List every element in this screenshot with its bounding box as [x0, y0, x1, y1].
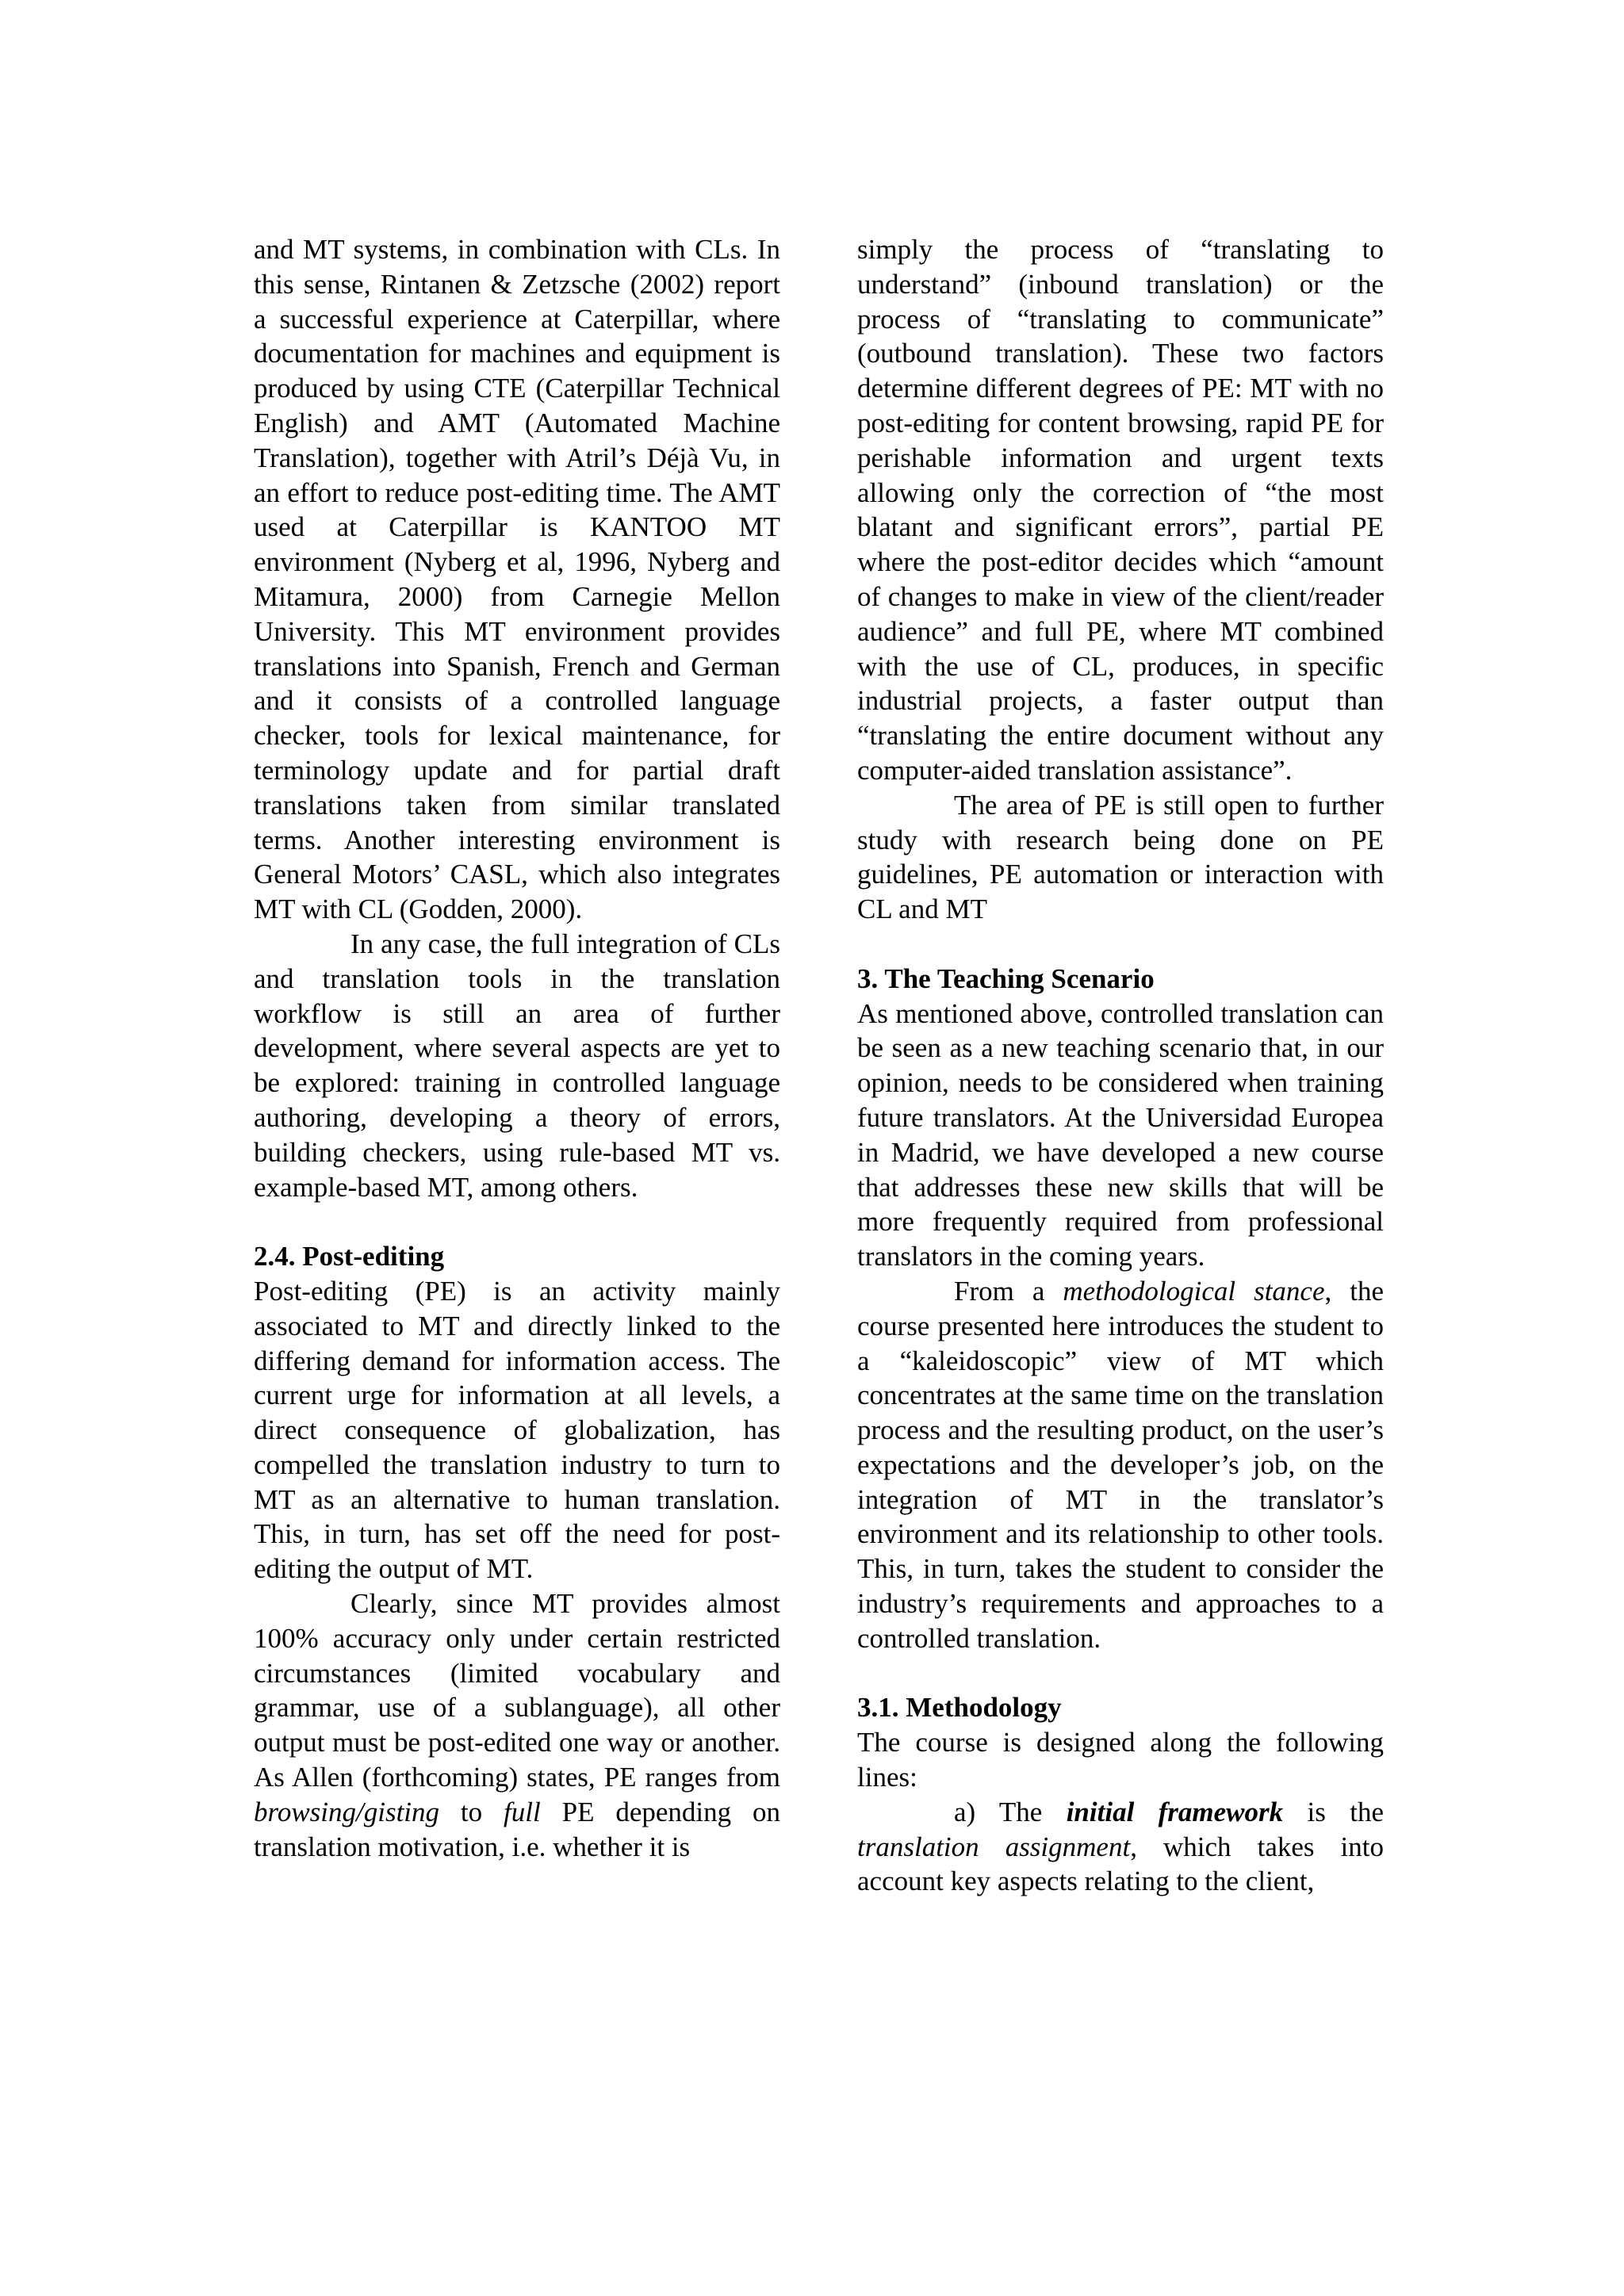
text-run: Clearly, since MT provides almost 100% accuracy only under certain restricted circumstances (limited vocabulary and grammar, use of a sublanguage), all other output must be post-edited one way or another. As Allen (forthcoming) states, PE ranges from: [254, 1588, 780, 1793]
text-run: is the: [1283, 1796, 1384, 1827]
italic-translation-assignment: translation assignment: [857, 1831, 1131, 1862]
paragraph-teaching-scenario: As mentioned above, controlled translation can be seen as a new teaching scenario that, in our opinion, needs to be considered when training future translators. At the Universidad Europea in Madrid, we have developed a new course that addresses these new skills that will be more frequently required from professional translators in the coming years.: [857, 997, 1384, 1272]
italic-full: full: [504, 1796, 541, 1827]
paragraph-post-editing-intro: Post-editing (PE) is an activity mainly associated to MT and directly linked to the differing demand for information access. The current urge for information at all levels, a direct consequence of globalization, has compelled the translation industry to turn to MT as an alternative to human translation. This, in turn, has set off the need for post-editing the output of MT.: [254, 1275, 780, 1585]
right-column: [857, 232, 1384, 1899]
paragraph-full-integration: In any case, the full integration of CLs and translation tools in the translation workflow is still an area of further development, where several aspects are yet to be explored: training in controlled language authoring, developing a theory of errors, building checkers, using rule-based MT vs. example-based MT, among others.: [254, 928, 780, 1203]
text-run: to: [439, 1796, 504, 1827]
italic-browsing-gisting: browsing/gisting: [254, 1796, 440, 1827]
paragraph-cl-integration: and MT systems, in combination with CLs. In this sense, Rintanen & Zetzsche (2002) report a successful experience at Caterpillar, where documentation for machines and equipment is produced by using CTE (Caterpillar Technical English) and AMT (Automated Machine Translation), together with Atril’s Déjà Vu, in an effort to reduce post-editing time. The AMT used at Caterpillar is KANTOO MT environment (Nyberg et al, 1996, Nyberg and Mitamura, 2000) from Carnegie Mellon University. This MT environment provides translations into Spanish, French and German and it consists of a controlled language checker, tools for lexical maintenance, for terminology update and for partial draft translations taken from similar translated terms. Another interesting environment is General Motors’ CASL, which also integrates MT with CL (Godden, 2000).: [254, 234, 780, 925]
paragraph-pe-ranges: [254, 1586, 780, 1864]
paragraph-pe-degrees: simply the process of “translating to understand” (inbound translation) or the process of “translating to communicate” (outbound translation). These two factors determine different degrees of PE: MT with no post-editing for content browsing, rapid PE for perishable information and urgent texts allowing only the correction of “the most blatant and significant errors”, partial PE where the post-editor decides which “amount of changes to make in view of the client/reader audience” and full PE, where MT combined with the use of CL, produces, in specific industrial projects, a faster output than “translating the entire document without any computer-aided translation assistance”.: [857, 234, 1384, 786]
paragraph-spacer: [857, 1656, 1384, 1691]
left-column: [254, 232, 780, 1864]
text-run: , the course presented here introduces the student to a “kaleidoscopic” view of MT which concentrates at the same time on the translation process and the resulting product, on the user’s expectations and the developer’s job, on the integration of MT in the translator’s environment and its relationship to other tools. This, in turn, takes the student to consider the industry’s requirements and approaches to a controlled translation.: [857, 1275, 1384, 1654]
paragraph-methodological-stance: [857, 1274, 1384, 1656]
paragraph-spacer: [857, 927, 1384, 962]
section-heading-methodology: 3.1. Methodology: [857, 1692, 1062, 1724]
paragraph-spacer: [254, 1204, 780, 1239]
bold-italic-initial-framework: initial framework: [1066, 1796, 1284, 1827]
italic-methodological-stance: methodological stance: [1063, 1275, 1325, 1307]
text-run: a) The: [954, 1796, 1067, 1827]
paragraph-course-design: The course is designed along the following lines:: [857, 1727, 1384, 1793]
paragraph-initial-framework: [857, 1795, 1384, 1899]
text-run: From a: [954, 1275, 1063, 1307]
section-heading-teaching-scenario: 3. The Teaching Scenario: [857, 962, 1155, 994]
section-heading-post-editing: 2.4. Post-editing: [254, 1241, 445, 1272]
text-run: , which takes into account key aspects relating to the client,: [857, 1831, 1385, 1897]
text-run: PE depending on translation motivation, i.e. whether it is: [254, 1796, 781, 1862]
paragraph-pe-open-area: The area of PE is still open to further study with research being done on PE guidelines, PE automation or interaction with CL and MT: [857, 789, 1384, 925]
